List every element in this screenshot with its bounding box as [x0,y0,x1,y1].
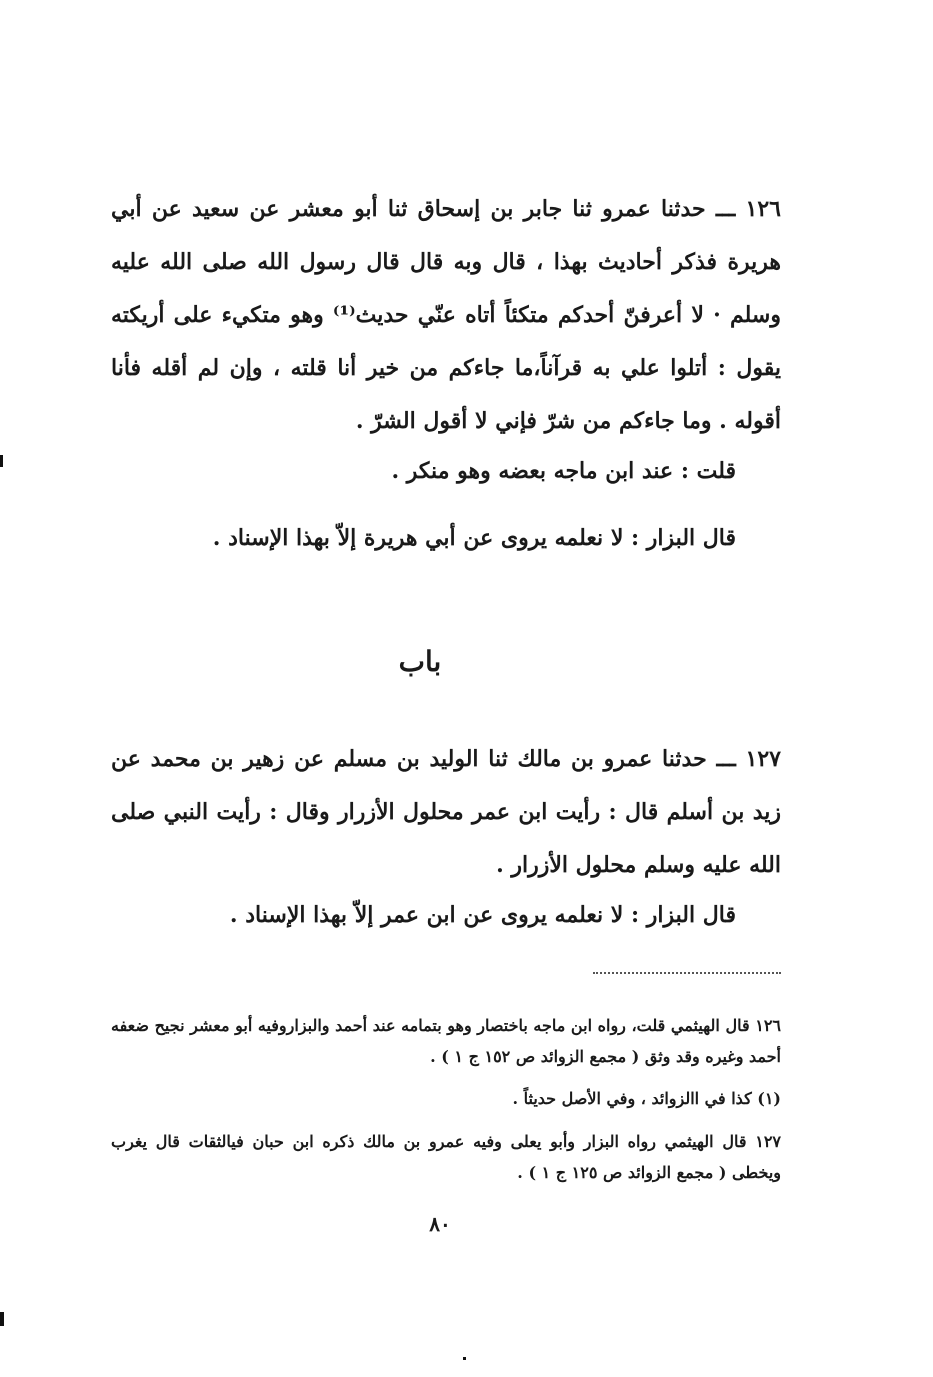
scan-edge-mark [0,455,3,467]
hadith-127-text: ١٢٧ ـــ حدثنا عمرو بن مالك ثنا الوليد بن مسلم عن زهير بن محمد عن زيد بن أسلم قال : رأيت ابن عمر محلول الأزرار وقال : رأيت النبي صلى الله عليه وسلم محلول الأزرار . [111,746,781,878]
hadith-126-text: ١٢٦ ـــ حدثنا عمرو ثنا جابر بن إسحاق ثنا أبو معشر عن سعيد عن أبي هريرة فذكر أحاديث بهذا ، قال وبه قال قال رسول الله صلى الله عليه وسلم · لا أعرفنّ أحدكم متكئاً أتاه عنّي حديث⁽¹⁾ وهو متكيء على أريكته يقول : أتلوا علي به قرآناً،ما جاءكم من خير أنا قلته ، وإن لم أقله فأنا أقوله . وما جاءكم من شرّ فإني لا أقول الشرّ . [111,196,781,434]
scan-speck [463,1357,466,1360]
hadith-127-note-bazzar: قال البزار : لا نعلمه يروى عن ابن عمر إلاّ بهذا الإسناد . [229,902,736,928]
hadith-126-note-ibn-majah: قلت : عند ابن ماجه بعضه وهو منكر . [391,458,736,484]
footnote-127: ١٢٧ قال الهيثمي رواه البزار وأبو يعلى وفيه عمرو بن مالك ذكره ابن حبان فيالثقات قال يغرب ويخطى ( مجمع الزوائد ص ١٢٥ ج ١ ) . [111,1132,781,1182]
footnote-divider [593,972,781,974]
footnote-1: (١) كذا في االزوائد ، وفي الأصل حديثاً . [512,1089,781,1108]
section-title: باب [398,645,442,678]
footnote-126: ١٢٦ قال الهيثمي قلت، رواه ابن ماجه باختصار وهو بتمامه عند أحمد والبزاروفيه أبو معشر نجيح ضعفه أحمد وغيره وقد وثق ( مجمع الزوائد ص ١٥٢ ج ١ ) . [111,1016,781,1066]
scan-edge-mark [0,1312,4,1326]
page-number: ٨٠ [429,1212,451,1236]
hadith-126-note-bazzar: قال البزار : لا نعلمه يروى عن أبي هريرة إلاّ بهذا الإسناد . [212,525,736,551]
